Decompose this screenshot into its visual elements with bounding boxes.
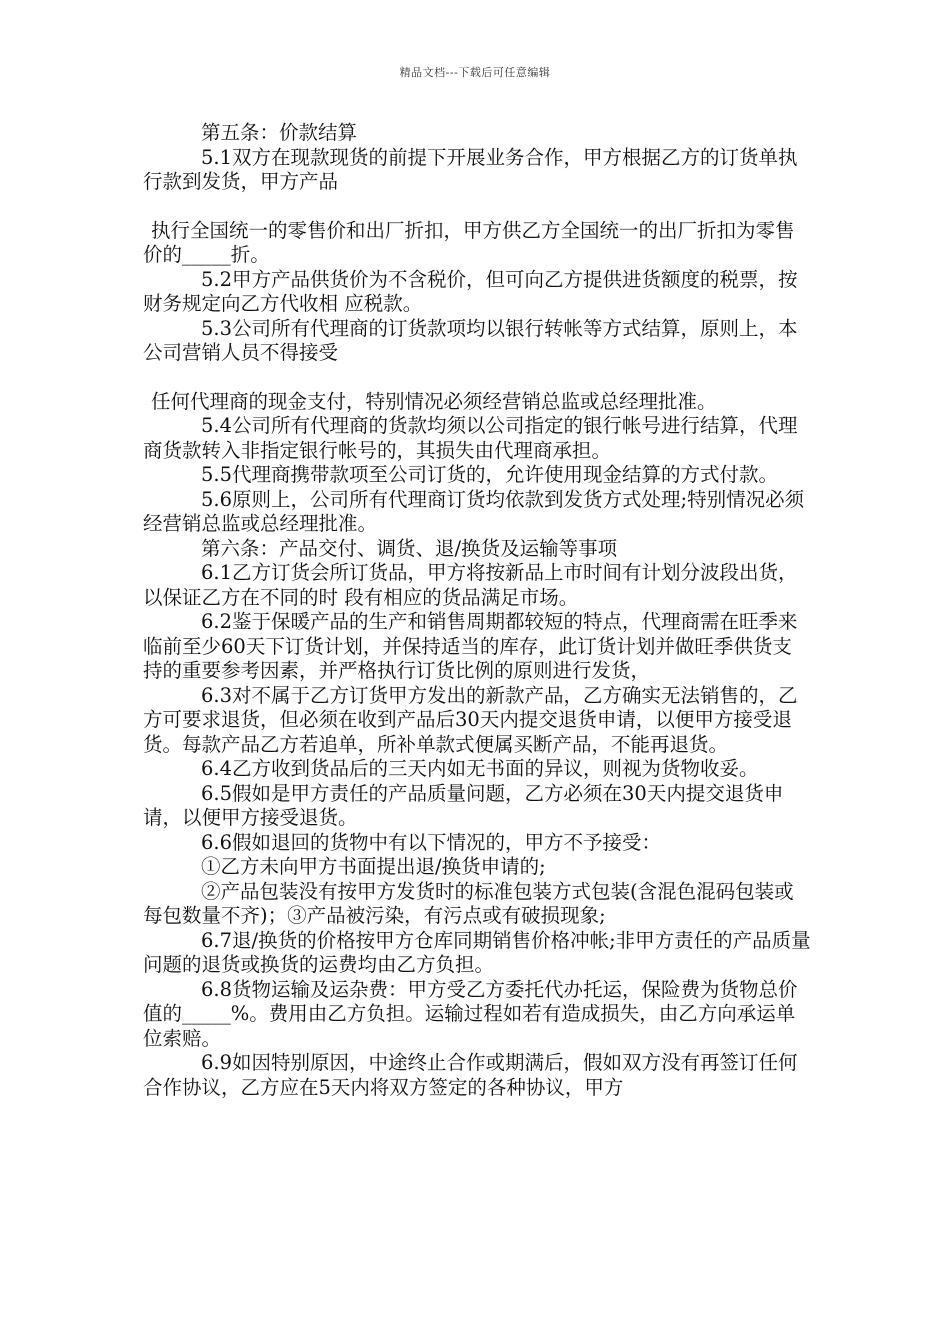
clause-6-8: 6.8货物运输及运杂费：甲方受乙方委托代办托运，保险费为货物总价值的_____%。费用由乙方负担。运输过程如若有造成损失，由乙方向承运单位索赔。 [143,977,798,1050]
clause-5-3: 5.3公司所有代理商的订货款项均以银行转帐等方式结算，原则上，本公司营销人员不得接受 [143,316,798,364]
document-body [143,121,811,1100]
clause-6-2: 6.2鉴于保暖产品的生产和销售周期都较短的特点，代理商需在旺季来临前至少60天下订货计划，并保持适当的库存，此订货计划并做旺季供货支持的重要参考因素，并严格执行订货比例的原则进行发货， [143,610,798,682]
header-note: 精品文档---下载后可任意编辑 [399,66,551,79]
clause-6-9: 6.9如因特别原因，中途终止合作或期满后，假如双方没有再签订任何合作协议，乙方应在5天内将双方签定的各种协议，甲方 [143,1051,798,1099]
clause-6-3: 6.3对不属于乙方订货甲方发出的新款产品，乙方确实无法销售的，乙方可要求退货，但必须在收到产品后30天内提交退货申请，以便甲方接受退货。每款产品乙方若追单，所补单款式便属买断产品，不能再退货。 [143,683,798,756]
clause-6-6-item-1: ①乙方未向甲方书面提出退/换货申请的; [201,855,546,878]
clause-5-2: 5.2甲方产品供货价为不含税价，但可向乙方提供进货额度的税票，按财务规定向乙方代收相 应税款。 [143,267,798,315]
paragraph-gap [143,195,811,219]
paragraph-gap [143,366,811,390]
clause-6-5: 6.5假如是甲方责任的产品质量问题，乙方必须在30天内提交退货申请，以便甲方接受退货。 [143,781,784,829]
clause-5-5: 5.5代理商携带款项至公司订货的，允许使用现金结算的方式付款。 [201,463,779,486]
clause-6-4: 6.4乙方收到货品后的三天内如无书面的异议，则视为货物收妥。 [201,757,759,780]
clause-6-6-item-2: ②产品包装没有按甲方发货时的标准包装方式包装(含混色混码包装或每包数量不齐)；③产品被污染，有污点或有破损现象; [143,879,794,927]
clause-5-4: 5.4公司所有代理商的货款均须以公司指定的银行帐号进行结算，代理商货款转入非指定银行帐号的，其损失由代理商承担。 [143,414,798,462]
clause-5-3-continued: 任何代理商的现金支付，特别情况必须经营销总监或总经理批准。 [151,389,717,413]
clause-6-1: 6.1乙方订货会所订货品，甲方将按新品上市时间有计划分波段出货，以保证乙方在不同的时 段有相应的货品满足市场。 [143,561,798,609]
clause-6-7: 6.7退/换货的价格按甲方仓库同期销售价格冲帐;非甲方责任的产品质量问题的退货或换货的运费均由乙方负担。 [143,928,811,976]
section-heading-6: 第六条：产品交付、调货、退/换货及运输等事项 [201,536,618,560]
section-heading-5: 第五条：价款结算 [201,121,358,144]
clause-5-1-continued: 执行全国统一的零售价和出厂折扣，甲方供乙方全国统一的出厂折扣为零售价的_____折。 [143,218,795,266]
clause-5-6: 5.6原则上，公司所有代理商订货均依款到发货方式处理;特别情况必须经营销总监或总经理批准。 [143,487,805,535]
clause-5-1: 5.1双方在现款现货的前提下开展业务合作，甲方根据乙方的订货单执行款到发货，甲方产品 [143,145,798,193]
clause-6-6: 6.6假如退回的货物中有以下情况的，甲方不予接受： [201,830,662,854]
